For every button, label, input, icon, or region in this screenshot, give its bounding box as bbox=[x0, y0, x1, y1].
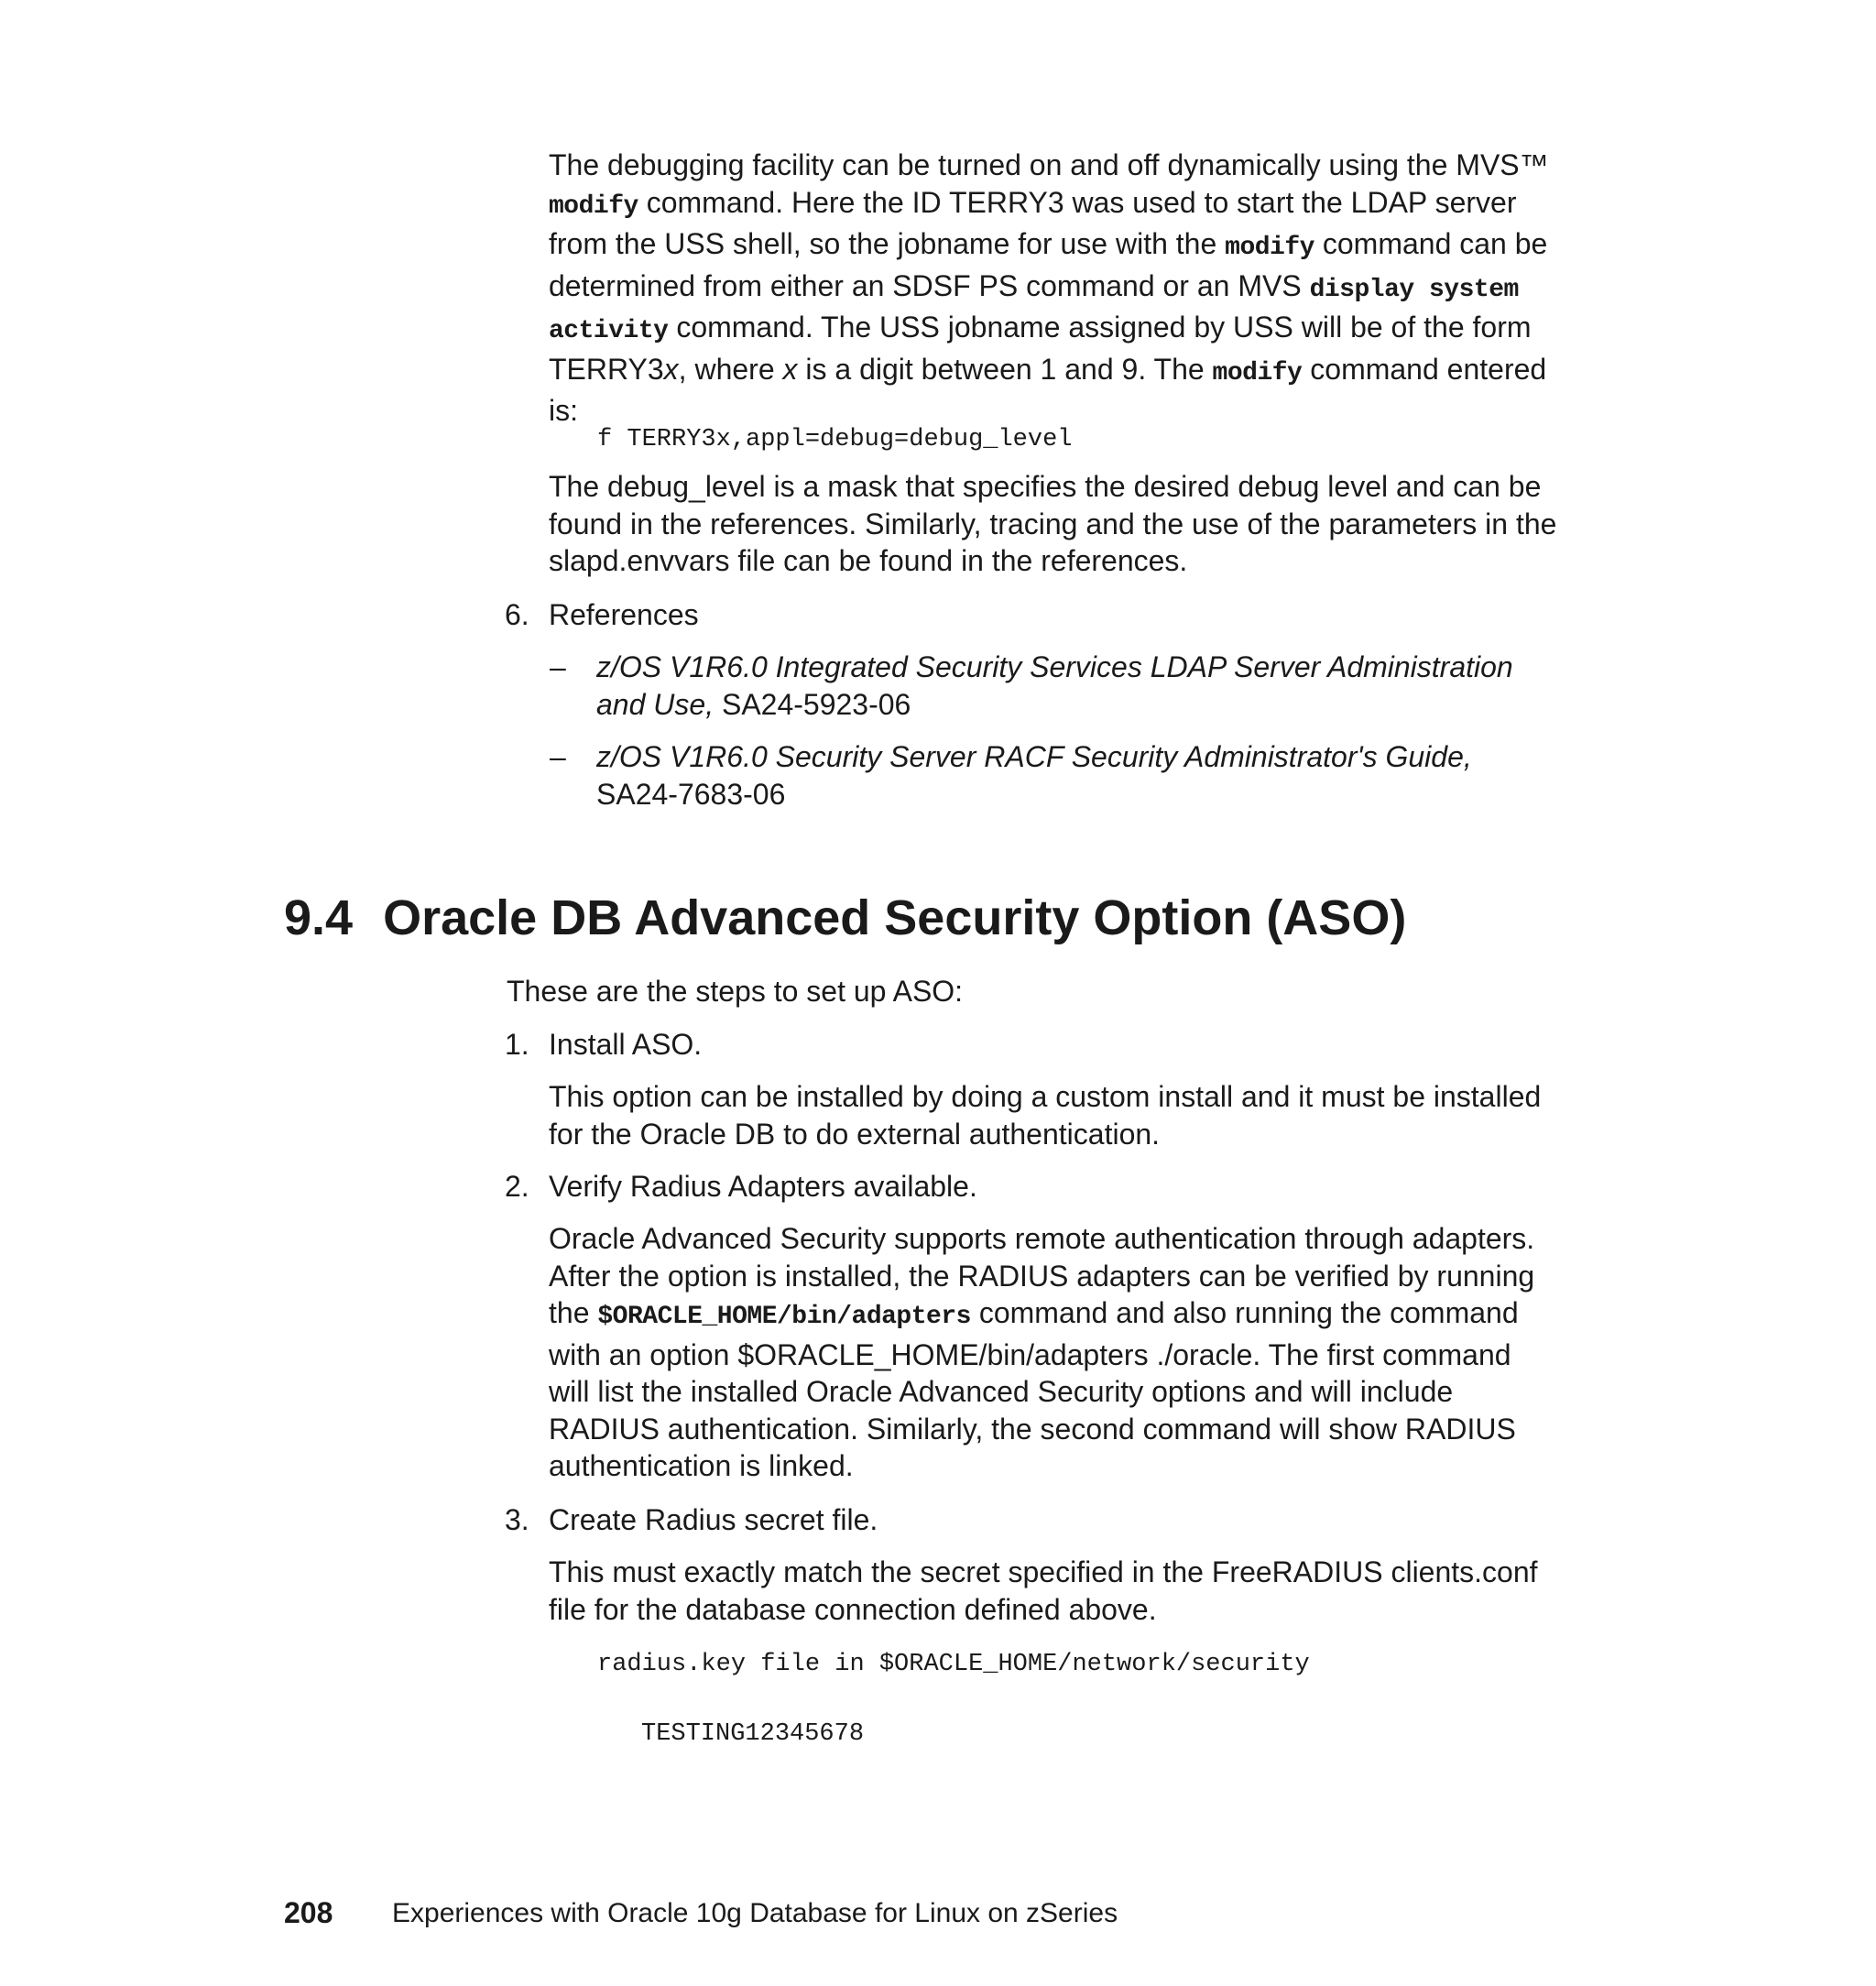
inline-code: $ORACLE_HOME/bin/adapters bbox=[597, 1303, 971, 1331]
intro-paragraph bbox=[549, 147, 1549, 430]
text-line: Oracle Advanced Security supports remote authentication through adapters. bbox=[549, 1222, 1535, 1255]
step-paragraph bbox=[549, 1554, 1538, 1628]
text-line: slapd.envvars file can be found in the references. bbox=[549, 544, 1188, 577]
list-number-1: 1. bbox=[505, 1028, 529, 1061]
text-line bbox=[596, 738, 1472, 776]
text-line: The debugging facility can be turned on and off dynamically using the MVS™ bbox=[549, 148, 1549, 181]
italic-text: and Use, bbox=[596, 687, 714, 721]
debug-level-paragraph bbox=[549, 468, 1556, 580]
text-line: TERRY3x, where x is a digit between 1 and 9. The modify command entered bbox=[549, 352, 1547, 387]
text-line: file for the database connection defined above. bbox=[549, 1592, 1157, 1626]
list-number-2: 2. bbox=[505, 1170, 529, 1203]
section-intro: These are the steps to set up ASO: bbox=[507, 975, 964, 1008]
section-number: 9.4 bbox=[284, 890, 354, 945]
section-heading bbox=[284, 890, 1406, 945]
text-line: the $ORACLE_HOME/bin/adapters command and also running the command bbox=[549, 1296, 1519, 1331]
text-line: This must exactly match the secret specified in the FreeRADIUS clients.conf bbox=[549, 1555, 1538, 1588]
step-label: Create Radius secret file. bbox=[549, 1503, 878, 1536]
reference-item bbox=[596, 649, 1513, 723]
text-line: activity command. The USS jobname assigned by USS will be of the form bbox=[549, 311, 1532, 345]
text-line: determined from either an SDSF PS command or an MVS display system bbox=[549, 268, 1519, 304]
radius-key-code: radius.key file in $ORACLE_HOME/network/security bbox=[597, 1651, 1310, 1678]
text-line: modify command. Here the ID TERRY3 was used to start the LDAP server bbox=[549, 185, 1517, 221]
step-paragraph bbox=[549, 1078, 1541, 1152]
step-paragraph bbox=[549, 1220, 1534, 1485]
text-line: and Use, SA24-5923-06 bbox=[596, 687, 911, 721]
text-line: After the option is installed, the RADIUS adapters can be verified by running bbox=[549, 1259, 1535, 1293]
text-line: will list the installed Oracle Advanced Security options and will include bbox=[549, 1375, 1454, 1408]
text-line: The debug_level is a mask that specifies the desired debug level and can be bbox=[549, 470, 1542, 503]
italic-text: x bbox=[782, 352, 798, 386]
reference-item bbox=[596, 738, 1472, 813]
text-line: for the Oracle DB to do external authentication. bbox=[549, 1117, 1161, 1151]
text-line: found in the references. Similarly, tracing and the use of the parameters in the bbox=[549, 507, 1557, 540]
step-label: Install ASO. bbox=[549, 1028, 703, 1061]
reference-dash: – bbox=[550, 650, 566, 683]
italic-text: x bbox=[663, 352, 679, 386]
text-line: RADIUS authentication. Similarly, the second command will show RADIUS bbox=[549, 1412, 1516, 1446]
modify-command-code: f TERRY3x,appl=debug=debug_level bbox=[597, 426, 1073, 453]
radius-secret-code: TESTING12345678 bbox=[641, 1720, 865, 1748]
inline-code: activity bbox=[549, 317, 669, 345]
text-line: SA24-7683-06 bbox=[596, 777, 786, 811]
text-line: authentication is linked. bbox=[549, 1449, 854, 1482]
step-label: Verify Radius Adapters available. bbox=[549, 1170, 977, 1203]
references-label: References bbox=[549, 598, 699, 631]
inline-code: modify bbox=[1225, 234, 1314, 262]
list-number-3: 3. bbox=[505, 1503, 529, 1536]
inline-code: display system bbox=[1309, 275, 1519, 304]
text-line: with an option $ORACLE_HOME/bin/adapters ./oracle. The first command bbox=[549, 1337, 1511, 1371]
text-line: from the USS shell, so the jobname for use with the modify command can be bbox=[549, 227, 1548, 262]
italic-text: z/OS V1R6.0 Integrated Security Services LDAP Server Administration bbox=[596, 650, 1513, 683]
text-line bbox=[596, 649, 1513, 686]
text-line: This option can be installed by doing a custom install and it must be installed bbox=[549, 1080, 1542, 1113]
footer-book-title: Experiences with Oracle 10g Database for Linux on zSeries bbox=[392, 1898, 1118, 1928]
page-number: 208 bbox=[284, 1896, 333, 1929]
reference-dash: – bbox=[550, 740, 566, 773]
section-title: Oracle DB Advanced Security Option (ASO) bbox=[383, 890, 1407, 945]
inline-code: modify bbox=[549, 191, 638, 221]
list-number-6: 6. bbox=[505, 598, 529, 631]
italic-text: z/OS V1R6.0 Security Server RACF Security Administrator's Guide, bbox=[596, 740, 1472, 773]
inline-code: modify bbox=[1212, 358, 1303, 387]
text-line: is: bbox=[549, 394, 578, 427]
